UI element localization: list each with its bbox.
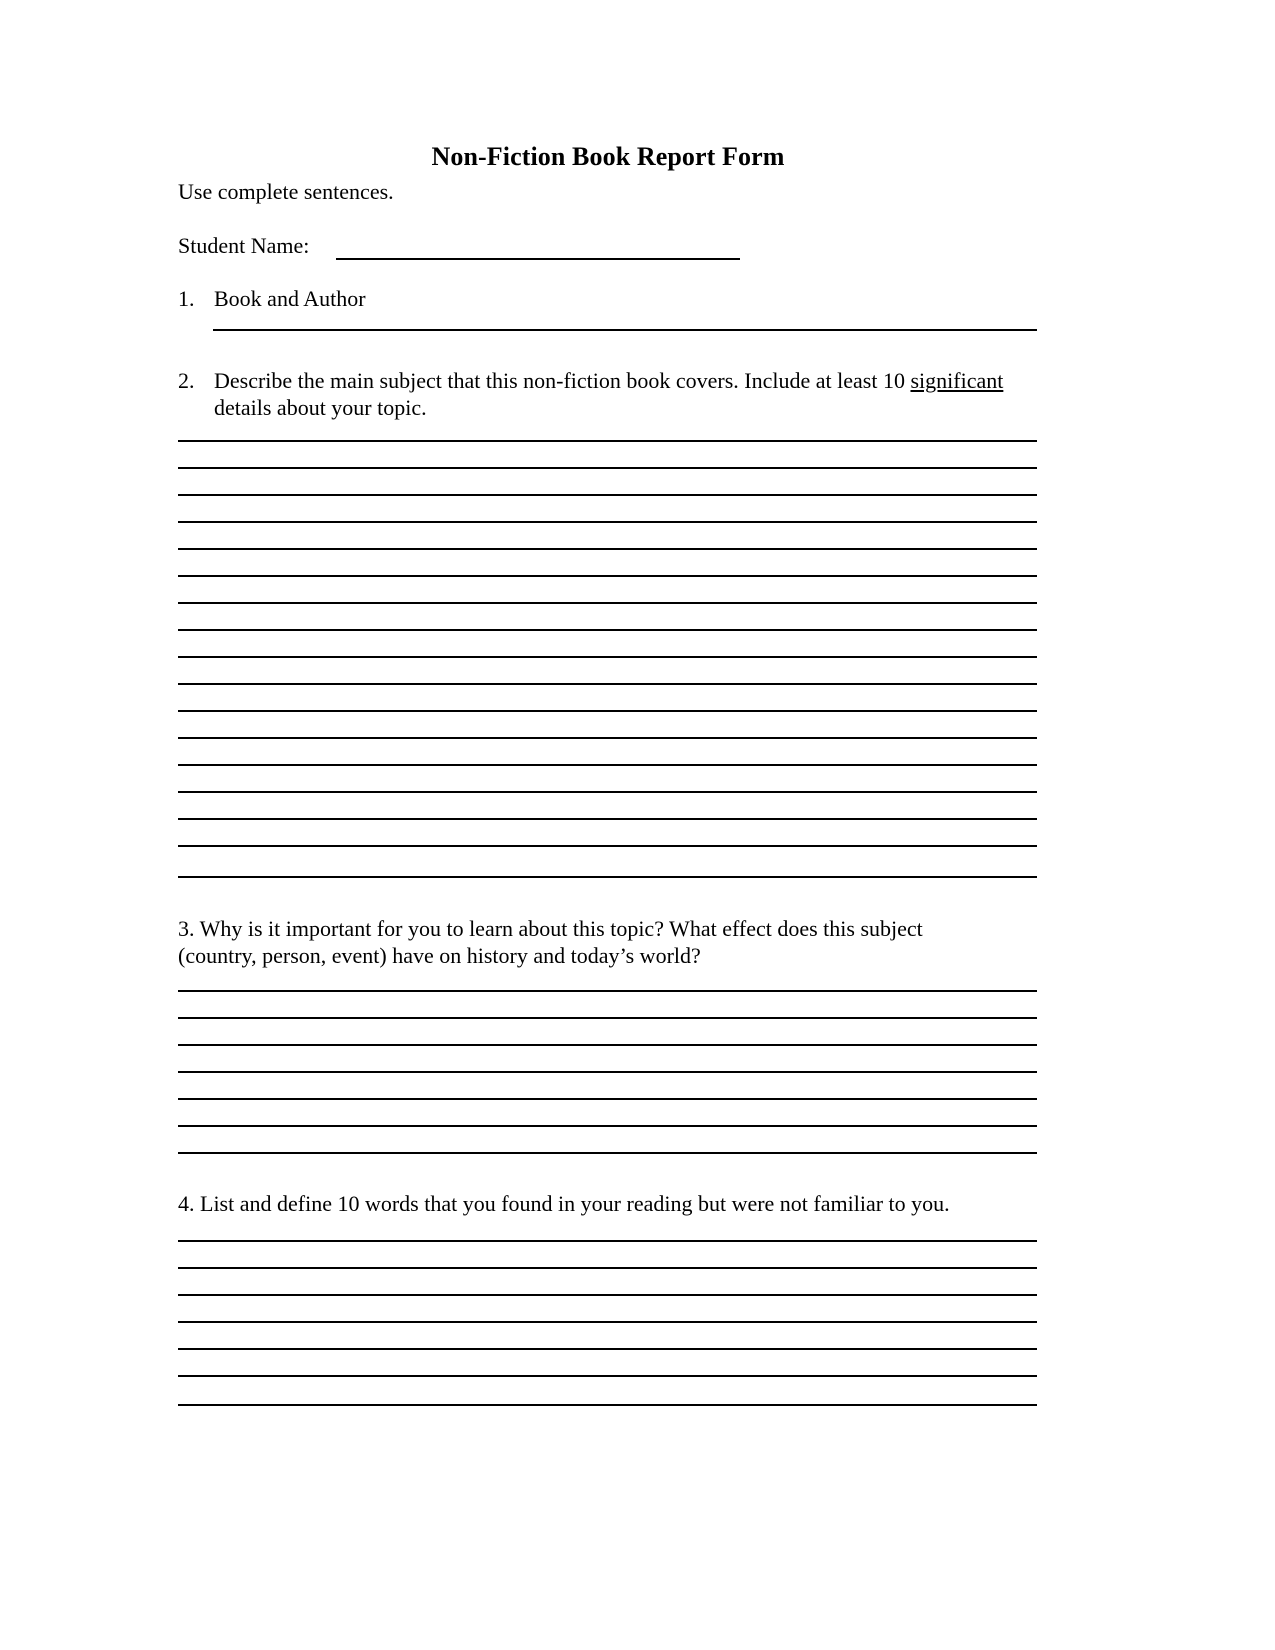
answer-line-2-6[interactable] <box>178 575 1037 577</box>
question-2-text <box>214 367 1048 421</box>
instruction-text: Use complete sentences. <box>178 179 394 204</box>
answer-line-3-4[interactable] <box>178 1071 1037 1073</box>
answer-line-4-4[interactable] <box>178 1321 1037 1323</box>
answer-line-4-1[interactable] <box>178 1240 1037 1242</box>
answer-line-2-17[interactable] <box>178 876 1037 878</box>
answer-line-3-5[interactable] <box>178 1098 1037 1100</box>
student-name-label: Student Name: <box>178 233 310 258</box>
question-4-line1: 4. List and define 10 words that you found in your reading but were not familiar to you. <box>178 1191 950 1216</box>
student-name-input[interactable] <box>336 258 740 260</box>
answer-line-4-2[interactable] <box>178 1267 1037 1269</box>
question-3-line2: (country, person, event) have on history and today’s world? <box>178 943 701 968</box>
answer-line-2-15[interactable] <box>178 818 1037 820</box>
question-1-text: Book and Author <box>214 286 366 311</box>
answer-line-4-5[interactable] <box>178 1348 1037 1350</box>
answer-line-2-14[interactable] <box>178 791 1037 793</box>
question-1-number: 1. <box>178 286 195 311</box>
answer-line-2-16[interactable] <box>178 845 1037 847</box>
answer-line-4-6[interactable] <box>178 1375 1037 1377</box>
answer-line-3-3[interactable] <box>178 1044 1037 1046</box>
answer-line-2-3[interactable] <box>178 494 1037 496</box>
question-2-number: 2. <box>178 368 195 393</box>
question-item-1 <box>178 285 1048 312</box>
answer-line-1-1[interactable] <box>213 329 1037 331</box>
question-item-2 <box>178 367 1048 421</box>
answer-line-3-2[interactable] <box>178 1017 1037 1019</box>
question-2-text-emphasis: significant <box>910 368 1004 393</box>
answer-line-2-8[interactable] <box>178 629 1037 631</box>
question-3-line1: 3. Why is it important for you to learn about this topic? What effect does this subject <box>178 916 923 941</box>
answer-line-2-13[interactable] <box>178 764 1037 766</box>
answer-line-3-6[interactable] <box>178 1125 1037 1127</box>
answer-line-2-10[interactable] <box>178 683 1037 685</box>
page-title: Non-Fiction Book Report Form <box>431 142 785 171</box>
answer-line-2-5[interactable] <box>178 548 1037 550</box>
answer-line-2-7[interactable] <box>178 602 1037 604</box>
answer-line-2-11[interactable] <box>178 710 1037 712</box>
answer-line-2-9[interactable] <box>178 656 1037 658</box>
answer-line-2-4[interactable] <box>178 521 1037 523</box>
answer-line-4-3[interactable] <box>178 1294 1037 1296</box>
question-2-text-part1: Describe the main subject that this non-fiction book covers. Include at least 10 <box>214 368 911 393</box>
answer-line-2-2[interactable] <box>178 467 1037 469</box>
answer-line-2-1[interactable] <box>178 440 1037 442</box>
answer-line-3-1[interactable] <box>178 990 1037 992</box>
answer-line-3-7[interactable] <box>178 1152 1037 1154</box>
question-2-text-part2: details about your topic. <box>214 395 427 420</box>
answer-line-4-7[interactable] <box>178 1404 1037 1406</box>
answer-line-2-12[interactable] <box>178 737 1037 739</box>
